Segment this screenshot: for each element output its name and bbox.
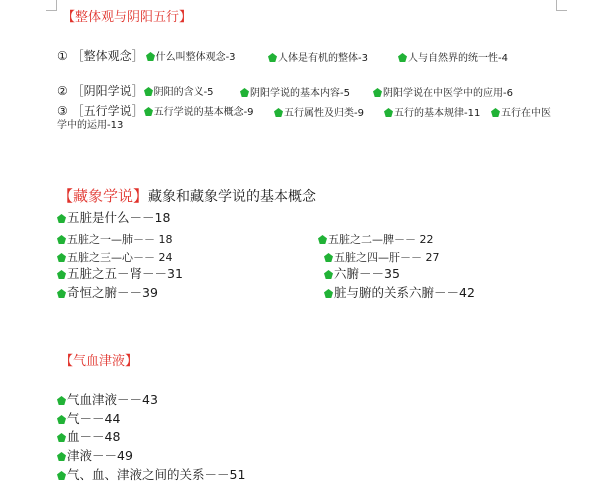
toc-entry[interactable] [373, 83, 513, 99]
section-title-holism: 【整体观与阴阳五行】 [62, 10, 193, 25]
toc-link[interactable]: 五脏是什么－－18 [67, 210, 171, 225]
bullet-icon [268, 53, 277, 62]
bullet-icon [324, 289, 333, 298]
bullet-icon [57, 433, 66, 442]
bullet-icon [398, 53, 407, 62]
toc-entry[interactable] [57, 428, 120, 444]
bullet-icon [373, 88, 382, 97]
bullet-icon [144, 87, 153, 96]
toc-entry[interactable] [384, 103, 480, 119]
toc-link[interactable]: 五脏之四—肝－－ 27 [334, 251, 440, 264]
toc-entry[interactable] [324, 265, 400, 281]
bullet-icon [274, 108, 283, 117]
toc-link[interactable]: 人体是有机的整体-3 [278, 53, 368, 64]
toc-link-wrap[interactable]: 学中的运用-13 [57, 120, 124, 131]
bullet-icon [240, 88, 249, 97]
bullet-icon [57, 452, 66, 461]
toc-entry[interactable] [491, 103, 551, 119]
toc-entry[interactable] [324, 284, 475, 300]
toc-link[interactable]: 津液－－49 [67, 448, 133, 463]
bullet-icon [57, 471, 66, 480]
toc-link[interactable]: 六腑－－35 [334, 266, 400, 281]
section-title-zangxiang: 【藏象学说】 [58, 187, 149, 205]
bullet-icon [57, 235, 66, 244]
page-corner-mark-right [556, 0, 567, 11]
toc-row-holism [57, 47, 236, 63]
toc-entry[interactable] [324, 248, 440, 264]
toc-entry[interactable] [57, 447, 133, 463]
toc-entry[interactable] [240, 83, 350, 99]
bullet-icon [144, 107, 153, 116]
toc-row-five-elements [57, 102, 254, 118]
toc-link[interactable]: 阴阳学说在中医学中的应用-6 [383, 88, 513, 99]
bullet-icon [57, 270, 66, 279]
toc-link[interactable]: 气－－44 [67, 411, 121, 426]
toc-link[interactable]: 气、血、津液之间的关系－－51 [67, 467, 246, 482]
row-label-five-elements: ③ ［五行学说］ [57, 104, 144, 118]
toc-link[interactable]: 五脏之二—脾－－ 22 [328, 233, 434, 246]
toc-entry[interactable] [318, 230, 434, 246]
bullet-icon [57, 396, 66, 405]
bullet-icon [57, 253, 66, 262]
bullet-icon [384, 108, 393, 117]
toc-entry[interactable] [57, 209, 170, 225]
section-heading-zangxiang [58, 188, 316, 204]
toc-link[interactable]: 脏与腑的关系六腑－－42 [334, 285, 475, 300]
toc-entry[interactable] [57, 391, 158, 407]
row-label-yinyang: ② ［阴阳学说］ [57, 84, 144, 98]
section-subtitle: 藏象和藏象学说的基本概念 [148, 189, 317, 205]
toc-link[interactable]: 五行属性及归类-9 [284, 108, 364, 119]
toc-entry[interactable] [398, 48, 508, 64]
toc-row-yinyang [57, 82, 214, 98]
bullet-icon [146, 52, 155, 61]
toc-link[interactable]: 气血津液－－43 [67, 392, 158, 407]
row-label-holism: ① ［整体观念］ [57, 49, 144, 63]
toc-link[interactable]: 五行学说的基本概念-9 [153, 107, 254, 118]
toc-entry[interactable] [57, 284, 158, 300]
toc-entry[interactable] [57, 466, 245, 482]
bullet-icon [324, 270, 333, 279]
toc-link[interactable]: 阴阳学说的基本内容-5 [250, 88, 350, 99]
toc-entry[interactable] [57, 265, 183, 281]
toc-link[interactable]: 五行的基本规律-11 [394, 108, 481, 119]
bullet-icon [57, 415, 66, 424]
bullet-icon [324, 253, 333, 262]
toc-link[interactable]: 阴阳的含义-5 [153, 87, 214, 98]
toc-link[interactable]: 奇恒之腑－－39 [67, 285, 158, 300]
toc-link[interactable]: 人与自然界的统一性-4 [408, 53, 508, 64]
bullet-icon [491, 108, 500, 117]
toc-link[interactable]: 五脏之三—心－－ 24 [67, 251, 173, 264]
section-title-qi-blood: 【气血津液】 [60, 354, 139, 369]
bullet-icon [57, 289, 66, 298]
toc-entry[interactable] [268, 48, 368, 64]
toc-link[interactable]: 血－－48 [67, 429, 121, 444]
toc-entry[interactable] [57, 410, 120, 426]
toc-entry[interactable] [274, 103, 364, 119]
toc-link[interactable]: 五脏之一—肺－－ 18 [67, 233, 173, 246]
toc-link[interactable]: 什么叫整体观念-3 [155, 52, 236, 63]
bullet-icon [57, 214, 66, 223]
toc-link[interactable]: 五行在中医 [501, 108, 551, 119]
toc-entry[interactable] [57, 248, 173, 264]
bullet-icon [318, 235, 327, 244]
page-corner-mark-left [46, 0, 57, 11]
toc-entry[interactable] [57, 230, 173, 246]
toc-link[interactable]: 五脏之五－肾－－31 [67, 266, 183, 281]
